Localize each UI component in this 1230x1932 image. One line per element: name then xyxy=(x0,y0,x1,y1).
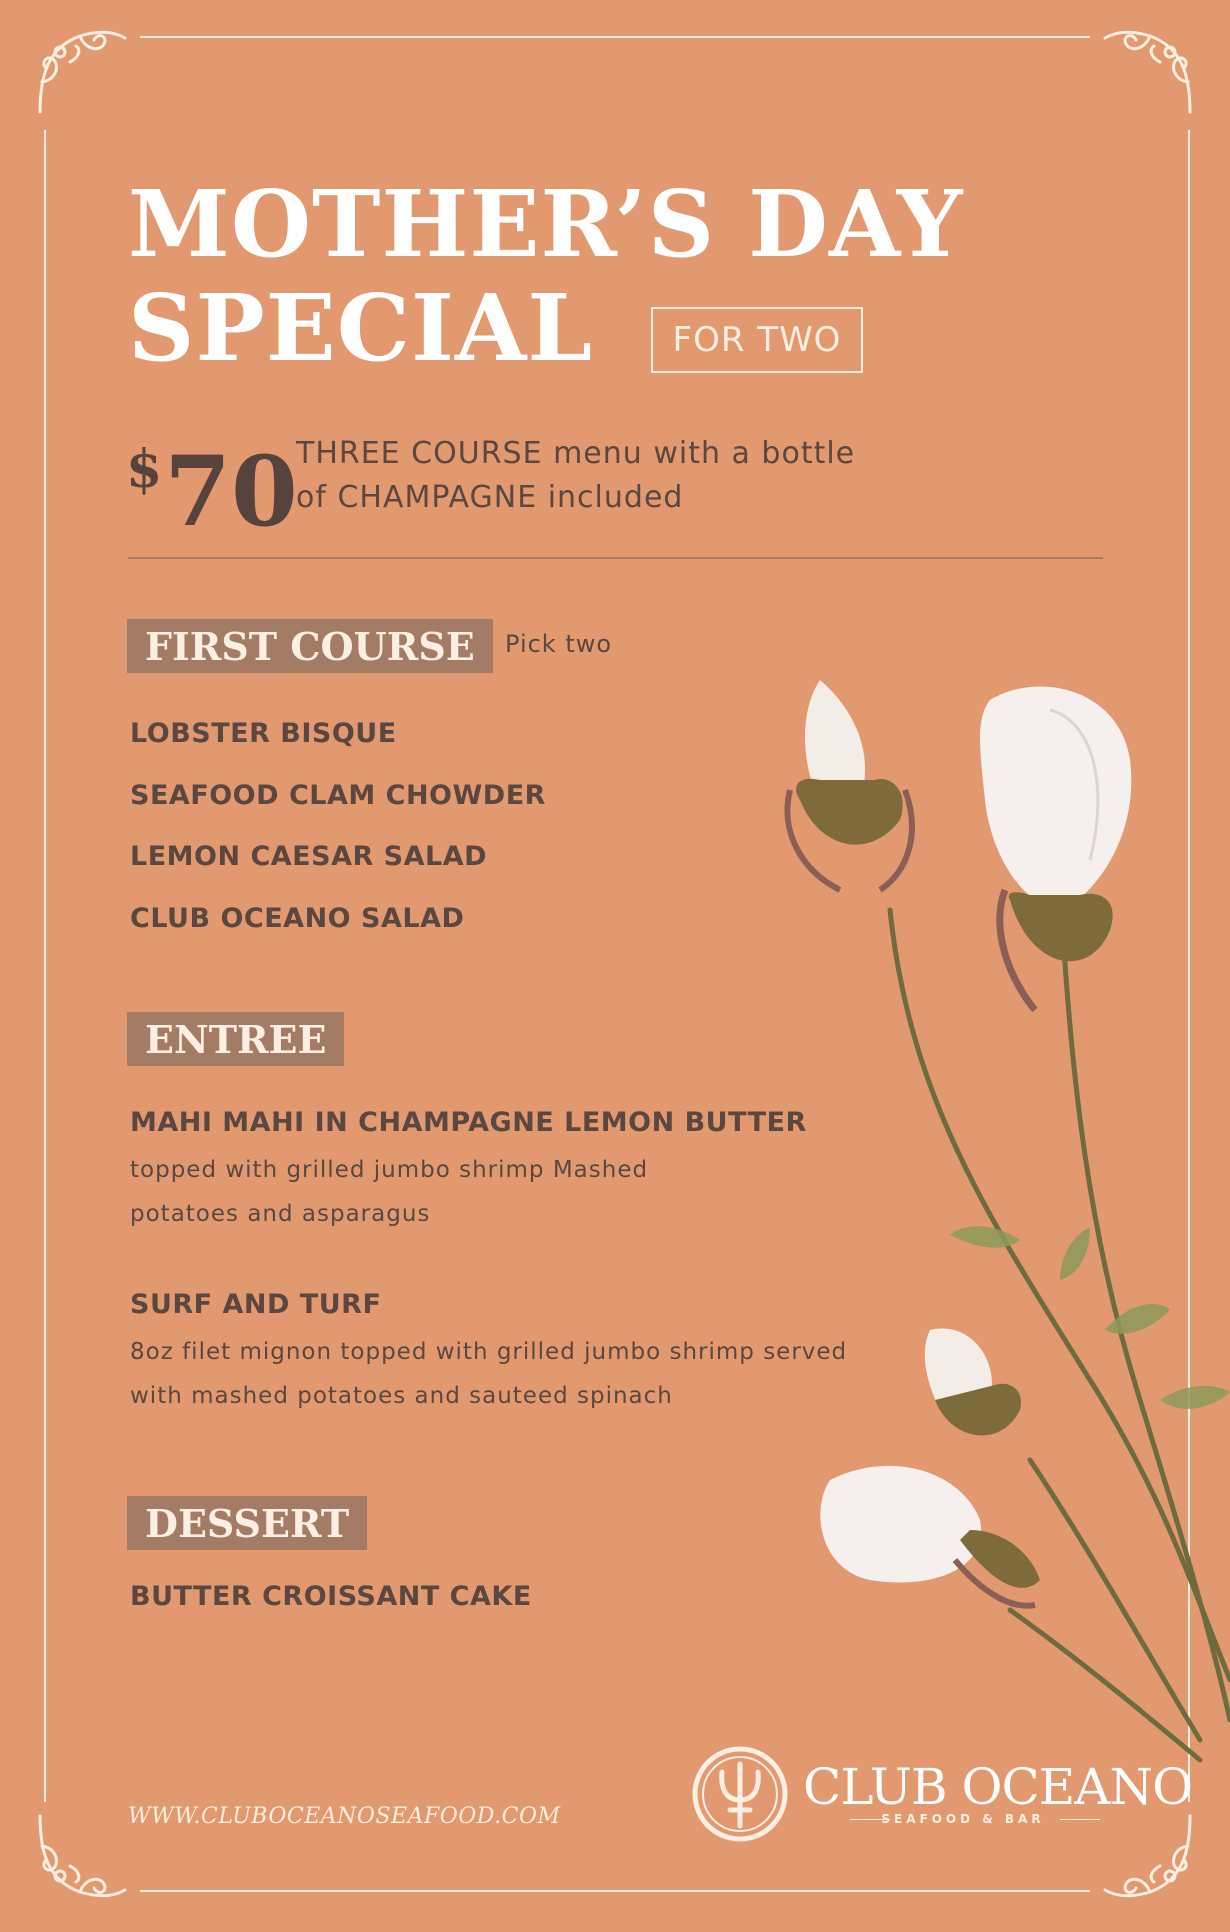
price-description xyxy=(296,432,936,520)
dessert-heading: DESSERT xyxy=(127,1496,367,1550)
menu-item: SEAFOOD CLAM CHOWDER xyxy=(130,780,546,811)
rose-buds-illustration xyxy=(760,680,1230,1820)
first-course-heading: FIRST COURSE xyxy=(127,619,493,673)
price-amount: 70 xyxy=(164,435,298,548)
corner-ornament-icon xyxy=(30,1806,130,1906)
logo-subtitle: SEAFOOD & BAR xyxy=(881,1812,1045,1826)
title-line-2: SPECIAL xyxy=(128,274,594,382)
price xyxy=(126,420,298,548)
description-line: potatoes and asparagus xyxy=(130,1201,431,1227)
menu-item: LOBSTER BISQUE xyxy=(130,718,397,749)
description-line: with mashed potatoes and sauteed spinach xyxy=(130,1383,673,1409)
pick-two-note: Pick two xyxy=(505,630,613,658)
for-two-badge: FOR TWO xyxy=(651,307,863,373)
menu-item: BUTTER CROISSANT CAKE xyxy=(130,1581,532,1612)
price-currency-symbol: $ xyxy=(126,439,163,500)
price-desc-line-2: of CHAMPAGNE included xyxy=(296,480,684,515)
menu-item-description xyxy=(130,1330,847,1418)
logo-sub-line-right xyxy=(1060,1819,1100,1820)
menu-item-description xyxy=(130,1148,648,1236)
title-line-1: MOTHER’S DAY xyxy=(128,170,964,278)
description-line: 8oz filet mignon topped with grilled jumbo shrimp served xyxy=(130,1339,848,1365)
corner-ornament-icon xyxy=(1100,1806,1200,1906)
section-divider xyxy=(128,557,1103,559)
frame-left-line xyxy=(44,130,46,1802)
description-line: topped with grilled jumbo shrimp Mashed xyxy=(130,1157,649,1183)
logo-name: CLUB OCEANO xyxy=(803,1758,1193,1816)
menu-item: CLUB OCEANO SALAD xyxy=(130,903,465,934)
menu-item: LEMON CAESAR SALAD xyxy=(130,841,488,872)
trident-logo-icon xyxy=(690,1744,790,1844)
corner-ornament-icon xyxy=(1100,22,1200,122)
website-url: WWW.CLUBOCEANOSEAFOOD.COM xyxy=(128,1804,561,1829)
menu-item: MAHI MAHI IN CHAMPAGNE LEMON BUTTER xyxy=(130,1107,807,1138)
entree-heading: ENTREE xyxy=(127,1012,344,1066)
corner-ornament-icon xyxy=(30,22,130,122)
frame-bottom-line xyxy=(140,1890,1090,1892)
menu-item: SURF AND TURF xyxy=(130,1289,382,1320)
price-desc-line-1: THREE COURSE menu with a bottle xyxy=(296,436,856,471)
frame-top-line xyxy=(140,36,1090,38)
